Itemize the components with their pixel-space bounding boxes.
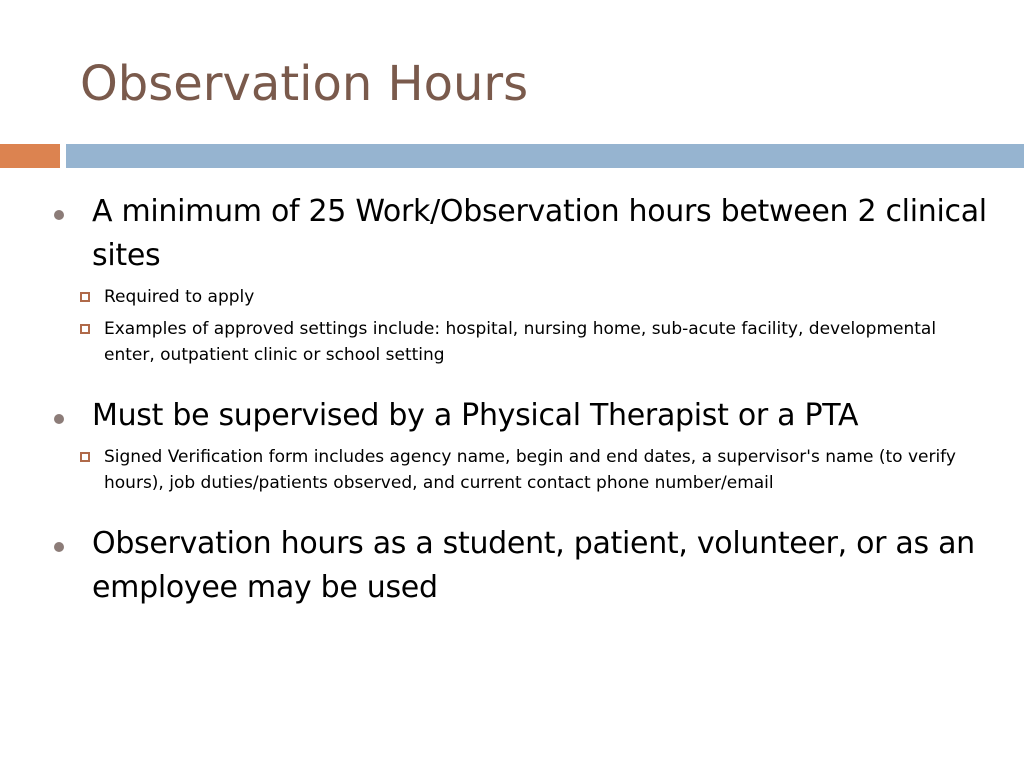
square-bullet-icon [80, 292, 90, 302]
bullet-item [48, 522, 988, 610]
sub-bullet-text: Signed Verification form includes agency name, begin and end dates, a supervisor's name (to verify hours), job duties/patients observed, and current contact phone number/email [104, 447, 956, 493]
bullet-dot-icon [54, 542, 64, 552]
slide-content [48, 190, 988, 610]
title-accent-bar-orange [0, 144, 60, 168]
bullet-text: Observation hours as a student, patient, volunteer, or as an employee may be used [92, 526, 975, 605]
bullet-dot-icon [54, 414, 64, 424]
slide-title: Observation Hours [80, 56, 529, 112]
square-bullet-icon [80, 452, 90, 462]
sub-bullet-item [48, 444, 988, 496]
bullet-item [48, 394, 988, 438]
bullet-dot-icon [54, 210, 64, 220]
bullet-text: Must be supervised by a Physical Therapist or a PTA [92, 398, 859, 433]
sub-bullet-text: Required to apply [104, 287, 255, 307]
bullet-item [48, 190, 988, 278]
sub-bullet-item [48, 316, 988, 368]
sub-bullet-text: Examples of approved settings include: hospital, nursing home, sub-acute facility, developmental enter, outpatient clinic or school setting [104, 319, 937, 365]
title-accent-bar-blue [66, 144, 1024, 168]
sub-bullet-item [48, 284, 988, 310]
square-bullet-icon [80, 324, 90, 334]
bullet-text: A minimum of 25 Work/Observation hours between 2 clinical sites [92, 194, 987, 273]
